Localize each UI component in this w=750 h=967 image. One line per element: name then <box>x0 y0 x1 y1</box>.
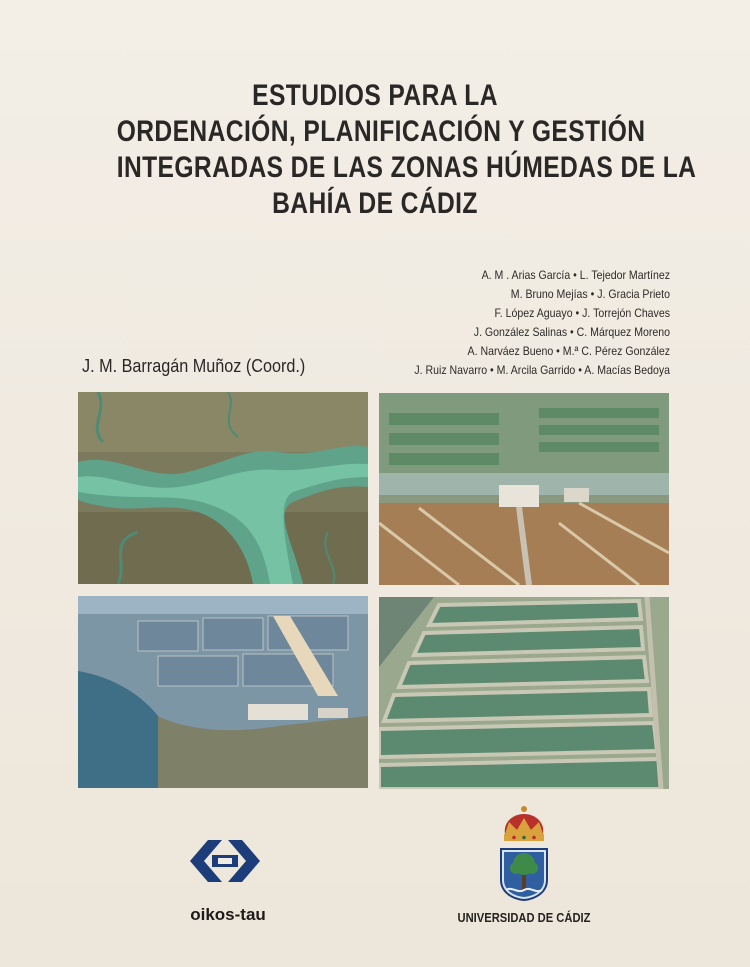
title-line-2: ORDENACIÓN, PLANIFICACIÓN Y GESTIÓN <box>116 115 646 148</box>
photo-green-saltpans <box>379 597 669 789</box>
title-line-3: INTEGRADAS DE LAS ZONAS HÚMEDAS DE LA <box>116 151 697 184</box>
book-title <box>60 78 697 222</box>
university-crest-icon <box>498 846 550 902</box>
author-list <box>340 266 670 380</box>
title-line-1: ESTUDIOS PARA LA <box>252 79 498 112</box>
coordinator-name: J. M. Barragán Muñoz (Coord.) <box>82 356 306 376</box>
author-line: A. Narváez Bueno • M.ª C. Pérez González <box>467 344 670 358</box>
author-line: A. M . Arias García • L. Tejedor Martínez <box>481 268 670 282</box>
photo-saltworks-buildings <box>379 393 669 585</box>
title-line-4: BAHÍA DE CÁDIZ <box>272 187 478 220</box>
author-line: F. López Aguayo • J. Torrejón Chaves <box>494 306 670 320</box>
university-name: UNIVERSIDAD DE CÁDIZ <box>457 910 591 925</box>
photo-coastal-saltpans <box>78 596 368 788</box>
author-line: J. Ruiz Navarro • M. Arcila Garrido • A. Macías Bedoya <box>414 363 670 377</box>
photo-marsh-channels <box>78 392 368 584</box>
oikos-tau-logo-icon <box>186 834 264 888</box>
author-line: M. Bruno Mejías • J. Gracia Prieto <box>510 287 670 301</box>
publisher-name: oikos-tau <box>190 905 266 924</box>
author-line: J. González Salinas • C. Márquez Moreno <box>473 325 670 339</box>
crown-icon <box>499 804 549 844</box>
